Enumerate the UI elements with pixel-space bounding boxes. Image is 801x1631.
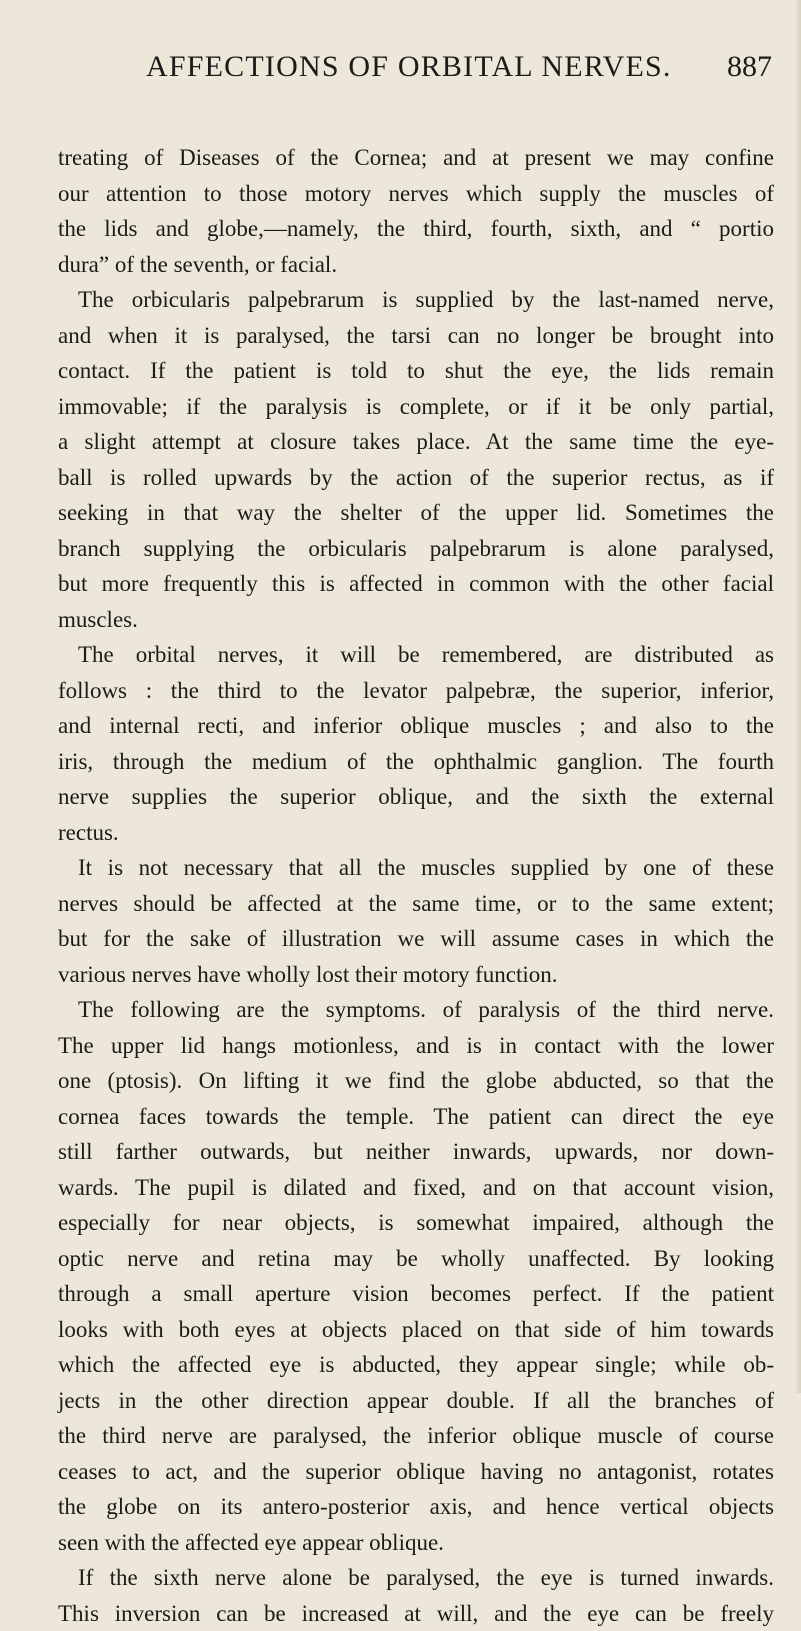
text-line: wards. The pupil is dilated and fixed, and on that account vision, <box>58 1170 774 1206</box>
text-line: muscles. <box>58 602 774 638</box>
page-binding-edge <box>794 0 801 1393</box>
text-line: jects in the other direction appear double. If all the branches of <box>58 1383 774 1419</box>
body-text <box>58 140 774 1631</box>
text-line: looks with both eyes at objects placed on that side of him towards <box>58 1312 774 1348</box>
text-line: branch supplying the orbicularis palpebrarum is alone paralysed, <box>58 531 774 567</box>
text-line: immovable; if the paralysis is complete, or if it be only partial, <box>58 389 774 425</box>
text-line: various nerves have wholly lost their motory function. <box>58 957 774 993</box>
text-line: seeking in that way the shelter of the upper lid. Sometimes the <box>58 495 774 531</box>
text-line: but for the sake of illustration we will assume cases in which the <box>58 921 774 957</box>
text-line: and internal recti, and inferior oblique muscles ; and also to the <box>58 708 774 744</box>
text-line: a slight attempt at closure takes place. At the same time the eye- <box>58 424 774 460</box>
text-line: nerve supplies the superior oblique, and the sixth the external <box>58 779 774 815</box>
text-line: iris, through the medium of the ophthalmic ganglion. The fourth <box>58 744 774 780</box>
text-line: rectus. <box>58 815 774 851</box>
text-line: nerves should be affected at the same time, or to the same extent; <box>58 886 774 922</box>
text-line: still farther outwards, but neither inwards, upwards, nor down- <box>58 1134 774 1170</box>
text-line: through a small aperture vision becomes perfect. If the patient <box>58 1276 774 1312</box>
text-line: ball is rolled upwards by the action of the superior rectus, as if <box>58 460 774 496</box>
text-line: This inversion can be increased at will, and the eye can be freely <box>58 1596 774 1631</box>
text-line: the third nerve are paralysed, the inferior oblique muscle of course <box>58 1418 774 1454</box>
text-line: contact. If the patient is told to shut the eye, the lids remain <box>58 353 774 389</box>
text-line: our attention to those motory nerves which supply the muscles of <box>58 176 774 212</box>
text-line: ceases to act, and the superior oblique having no antagonist, rotates <box>58 1454 774 1490</box>
text-line: optic nerve and retina may be wholly unaffected. By looking <box>58 1241 774 1277</box>
text-line: the globe on its antero-posterior axis, and hence vertical objects <box>58 1489 774 1525</box>
text-line: one (ptosis). On lifting it we find the globe abducted, so that the <box>58 1063 774 1099</box>
text-line: The orbicularis palpebrarum is supplied by the last-named nerve, <box>58 282 774 318</box>
page-header <box>0 50 801 90</box>
text-line: follows : the third to the levator palpebræ, the superior, inferior, <box>58 673 774 709</box>
text-line: The orbital nerves, it will be remembered, are distributed as <box>58 637 774 673</box>
text-line: seen with the affected eye appear oblique. <box>58 1525 774 1561</box>
text-line: dura” of the seventh, or facial. <box>58 247 774 283</box>
text-line: cornea faces towards the temple. The patient can direct the eye <box>58 1099 774 1135</box>
text-line: treating of Diseases of the Cornea; and at present we may confine <box>58 140 774 176</box>
text-line: especially for near objects, is somewhat impaired, although the <box>58 1205 774 1241</box>
text-line: The following are the symptoms. of paralysis of the third nerve. <box>58 992 774 1028</box>
running-title: AFFECTIONS OF ORBITAL NERVES. <box>146 50 672 84</box>
text-line: It is not necessary that all the muscles supplied by one of these <box>58 850 774 886</box>
text-line: If the sixth nerve alone be paralysed, the eye is turned inwards. <box>58 1560 774 1596</box>
text-line: The upper lid hangs motionless, and is in contact with the lower <box>58 1028 774 1064</box>
text-line: but more frequently this is affected in common with the other facial <box>58 566 774 602</box>
text-line: the lids and globe,—namely, the third, fourth, sixth, and “ portio <box>58 211 774 247</box>
text-line: and when it is paralysed, the tarsi can no longer be brought into <box>58 318 774 354</box>
text-line: which the affected eye is abducted, they appear single; while ob- <box>58 1347 774 1383</box>
page-number: 887 <box>727 50 772 84</box>
